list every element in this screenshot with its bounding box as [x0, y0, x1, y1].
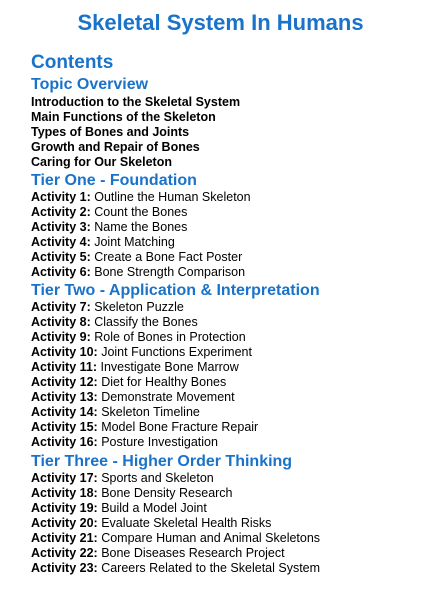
activity-item	[31, 435, 258, 450]
section-heading-tier-one: Tier One - Foundation	[31, 172, 197, 189]
activity-item	[31, 235, 251, 250]
activity-item	[31, 561, 320, 576]
overview-item: Introduction to the Skeletal System	[31, 95, 241, 109]
activity-name: Sports and Skeleton	[101, 471, 214, 485]
activity-item	[31, 546, 320, 561]
activity-name: Count the Bones	[94, 205, 188, 219]
activity-item	[31, 471, 320, 486]
activity-item	[31, 205, 251, 220]
tier-two-activity-list	[31, 300, 258, 450]
activity-item	[31, 265, 251, 280]
activity-number: Activity 23:	[31, 561, 98, 575]
contents-heading: Contents	[31, 52, 114, 73]
activity-number: Activity 17:	[31, 471, 98, 485]
tier-one-activity-list	[31, 190, 251, 280]
activity-name: Joint Matching	[94, 235, 175, 249]
activity-number: Activity 16:	[31, 435, 98, 449]
activity-number: Activity 4:	[31, 235, 91, 249]
topic-overview-list	[31, 95, 240, 170]
activity-item	[31, 190, 251, 205]
activity-item	[31, 315, 258, 330]
activity-number: Activity 3:	[31, 220, 91, 234]
overview-item: Caring for Our Skeleton	[31, 155, 172, 169]
activity-name: Diet for Healthy Bones	[101, 375, 227, 389]
overview-item: Main Functions of the Skeleton	[31, 110, 216, 124]
activity-number: Activity 21:	[31, 531, 98, 545]
activity-item	[31, 360, 258, 375]
activity-number: Activity 12:	[31, 375, 98, 389]
activity-name: Investigate Bone Marrow	[100, 360, 239, 374]
activity-name: Evaluate Skeletal Health Risks	[101, 516, 272, 530]
activity-name: Model Bone Fracture Repair	[101, 420, 259, 434]
activity-item	[31, 531, 320, 546]
overview-item: Types of Bones and Joints	[31, 125, 190, 139]
activity-name: Bone Density Research	[101, 486, 233, 500]
activity-item	[31, 250, 251, 265]
activity-item	[31, 405, 258, 420]
activity-number: Activity 20:	[31, 516, 98, 530]
activity-name: Posture Investigation	[101, 435, 218, 449]
activity-name: Role of Bones in Protection	[94, 330, 246, 344]
activity-number: Activity 9:	[31, 330, 91, 344]
activity-item	[31, 486, 320, 501]
activity-item	[31, 375, 258, 390]
activity-name: Joint Functions Experiment	[101, 345, 252, 359]
activity-item	[31, 330, 258, 345]
section-heading-topic-overview: Topic Overview	[31, 76, 149, 93]
activity-name: Create a Bone Fact Poster	[94, 250, 243, 264]
activity-name: Bone Diseases Research Project	[101, 546, 285, 560]
activity-name: Name the Bones	[94, 220, 188, 234]
document-title: Skeletal System In Humans	[77, 10, 364, 35]
activity-name: Outline the Human Skeleton	[94, 190, 251, 204]
activity-name: Skeleton Puzzle	[94, 300, 184, 314]
activity-number: Activity 11:	[31, 360, 98, 374]
activity-number: Activity 8:	[31, 315, 91, 329]
activity-name: Careers Related to the Skeletal System	[101, 561, 321, 575]
activity-number: Activity 5:	[31, 250, 91, 264]
section-heading-tier-two: Tier Two - Application & Interpretation	[31, 282, 320, 299]
activity-number: Activity 15:	[31, 420, 98, 434]
activity-number: Activity 18:	[31, 486, 98, 500]
activity-number: Activity 14:	[31, 405, 98, 419]
activity-number: Activity 19:	[31, 501, 98, 515]
activity-number: Activity 10:	[31, 345, 98, 359]
activity-name: Bone Strength Comparison	[94, 265, 246, 279]
activity-item	[31, 345, 258, 360]
activity-number: Activity 2:	[31, 205, 91, 219]
activity-number: Activity 7:	[31, 300, 91, 314]
activity-name: Demonstrate Movement	[101, 390, 235, 404]
overview-item: Growth and Repair of Bones	[31, 140, 200, 154]
activity-name: Classify the Bones	[94, 315, 198, 329]
activity-item	[31, 420, 258, 435]
activity-item	[31, 390, 258, 405]
tier-three-activity-list	[31, 471, 320, 576]
activity-item	[31, 220, 251, 235]
activity-number: Activity 22:	[31, 546, 98, 560]
activity-name: Skeleton Timeline	[101, 405, 200, 419]
activity-number: Activity 13:	[31, 390, 98, 404]
activity-item	[31, 516, 320, 531]
activity-name: Compare Human and Animal Skeletons	[101, 531, 321, 545]
activity-number: Activity 6:	[31, 265, 91, 279]
activity-number: Activity 1:	[31, 190, 91, 204]
activity-item	[31, 300, 258, 315]
activity-name: Build a Model Joint	[101, 501, 207, 515]
section-heading-tier-three: Tier Three - Higher Order Thinking	[31, 453, 293, 470]
activity-item	[31, 501, 320, 516]
